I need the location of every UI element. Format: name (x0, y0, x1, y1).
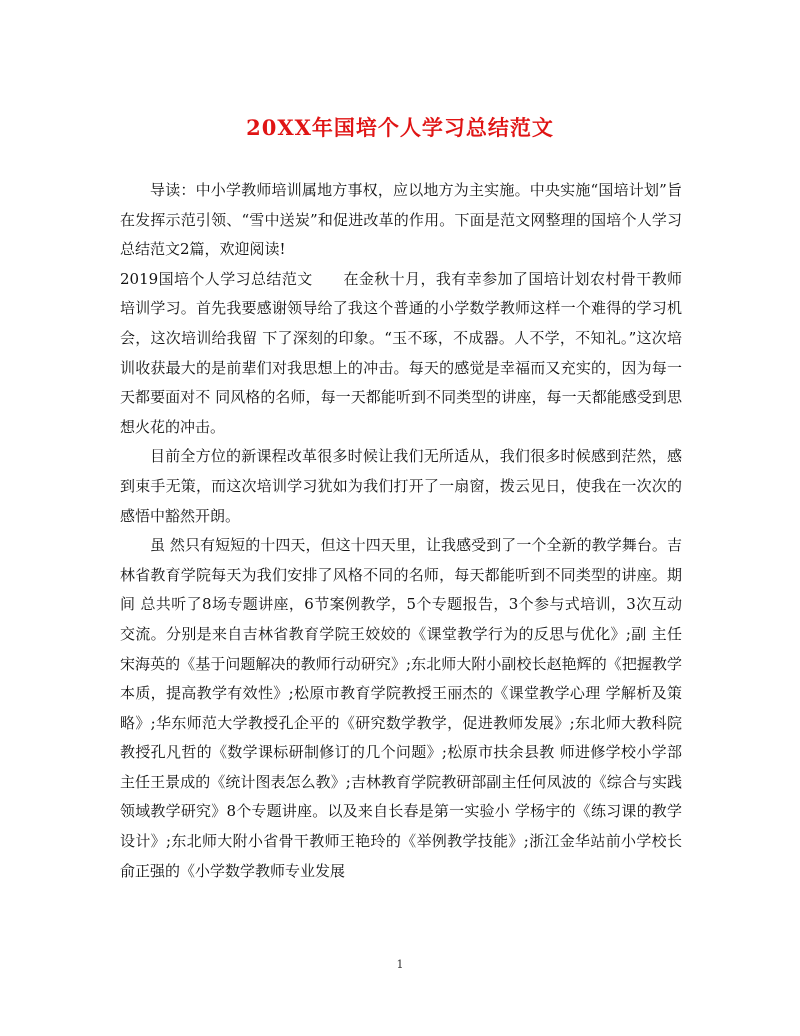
paragraph-intro: 导读：中小学教师培训属地方事权，应以地方为主实施。中央实施“国培计划”旨在发挥示范引领、“雪中送炭”和促进改革的作用。下面是范文网整理的国培个人学习总结范文2篇，欢迎阅读! (120, 181, 682, 259)
paragraph-summary-start: 2019国培个人学习总结范文 在金秋十月，我有幸参加了国培计划农村骨干教师培训学习。首先我要感谢领导给了我这个普通的小学数学教师这样一个难得的学习机会，这次培训给我留 下了深刻的印象。“玉不琢，不成器。人不学，不知礼。”这次培训收获最大的是前辈们对我思想上的冲击。每天的感觉是幸福而又充实的，因为每一天都要面对不 同风格的名师，每一天都能听到不同类型的讲座，每一天都能感受到思想火花的冲击。 (120, 269, 682, 436)
paragraph-reform: 目前全方位的新课程改革很多时候让我们无所适从，我们很多时候感到茫然，感到束手无策，而这次培训学习犹如为我们打开了一扇窗，拨云见日，使我在一次次的感悟中豁然开朗。 (120, 447, 682, 525)
document-body (120, 176, 682, 886)
paragraph-lectures: 虽 然只有短短的十四天，但这十四天里，让我感受到了一个全新的教学舞台。吉林省教育学院每天为我们安排了风格不同的名师，每天都能听到不同类型的讲座。期间 总共听了8场专题讲座，6节案例教学，5个专题报告，3个参与式培训，3次互动交流。分别是来自吉林省教育学院王姣姣的《课堂教学行为的反思与优化》;副 主任宋海英的《基于问题解决的教师行动研究》;东北师大附小副校长赵艳辉的《把握教学本质，提高教学有效性》;松原市教育学院教授王丽杰的《课堂教学心理 学解析及策略》;华东师范大学教授孔企平的《研究数学教学，促进教师发展》;东北师大教科院教授孔凡哲的《数学课标研制修订的几个问题》;松原市扶余县教 师进修学校小学部主任王景成的《统计图表怎么教》;吉林教育学院教研部副主任何凤波的《综合与实践领域教学研究》8个专题讲座。以及来自长春是第一实验小 学杨宇的《练习课的教学设计》;东北师大附小省骨干教师王艳玲的《举例教学技能》;浙江金华站前小学校长俞正强的《小学数学教师专业发展 (120, 536, 682, 880)
document-title: 20XX年国培个人学习总结范文 (246, 115, 554, 140)
page-number: 1 (396, 958, 404, 971)
